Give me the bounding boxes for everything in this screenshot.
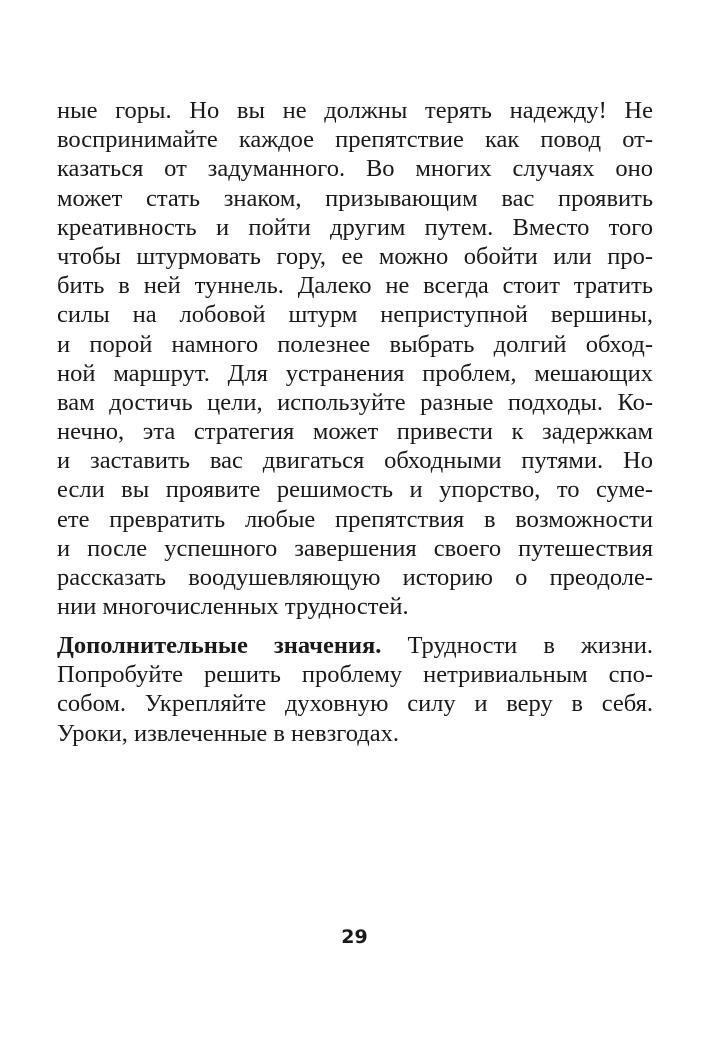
page-number: 29 — [341, 926, 368, 948]
paragraph-line: ной маршрут. Для устранения проблем, мешающих — [57, 359, 653, 387]
paragraph-line: вам достичь цели, используйте разные подходы. Ко- — [57, 388, 653, 416]
additional-meanings-paragraph — [57, 631, 653, 748]
paragraph-line: рассказать воодушевляющую историю о преодоле- — [57, 564, 653, 591]
paragraph-line: и порой намного полезнее выбрать долгий обход- — [57, 330, 653, 358]
paragraph-line: Уроки, извлеченные в невзгодах. — [57, 719, 399, 747]
paragraph-line: если вы проявите решимость и упорство, то суме- — [57, 476, 653, 504]
paragraph-line — [57, 631, 653, 660]
paragraph-line: казаться от задуманного. Во многих случаях оно — [57, 155, 653, 183]
paragraph-line: и заставить вас двигаться обходными путями. Но — [57, 447, 653, 475]
paragraph-line: бить в ней туннель. Далеко не всегда стоит тратить — [57, 272, 653, 300]
paragraph-line: может стать знаком, призывающим вас проявить — [57, 184, 653, 212]
paragraph-line: воспринимайте каждое препятствие как повод от- — [57, 126, 653, 154]
paragraph-line: ные горы. Но вы не должны терять надежду! Не — [57, 97, 653, 124]
paragraph-line: чтобы штурмовать гору, ее можно обойти или про- — [57, 242, 653, 270]
paragraph-line: ете превратить любые препятствия в возможности — [57, 505, 653, 533]
paragraph-line: креативность и пойти другим путем. Вместо того — [57, 213, 653, 241]
heading-line-text: Трудности в жизни. — [381, 632, 653, 659]
additional-meanings-heading: Дополнительные значения. — [57, 632, 382, 659]
paragraph-line: нии многочисленных трудностей. — [57, 593, 409, 621]
paragraph-line: силы на лобовой штурм неприступной вершины, — [57, 301, 653, 329]
main-paragraph — [57, 96, 653, 621]
paragraph-line: и после успешного завершения своего путешествия — [57, 534, 653, 562]
paragraph-line: нечно, эта стратегия может привести к задержкам — [57, 418, 653, 446]
paragraph-line: Попробуйте решить проблему нетривиальным спо- — [57, 661, 653, 689]
paragraph-line: собом. Укрепляйте духовную силу и веру в себя. — [57, 690, 653, 718]
